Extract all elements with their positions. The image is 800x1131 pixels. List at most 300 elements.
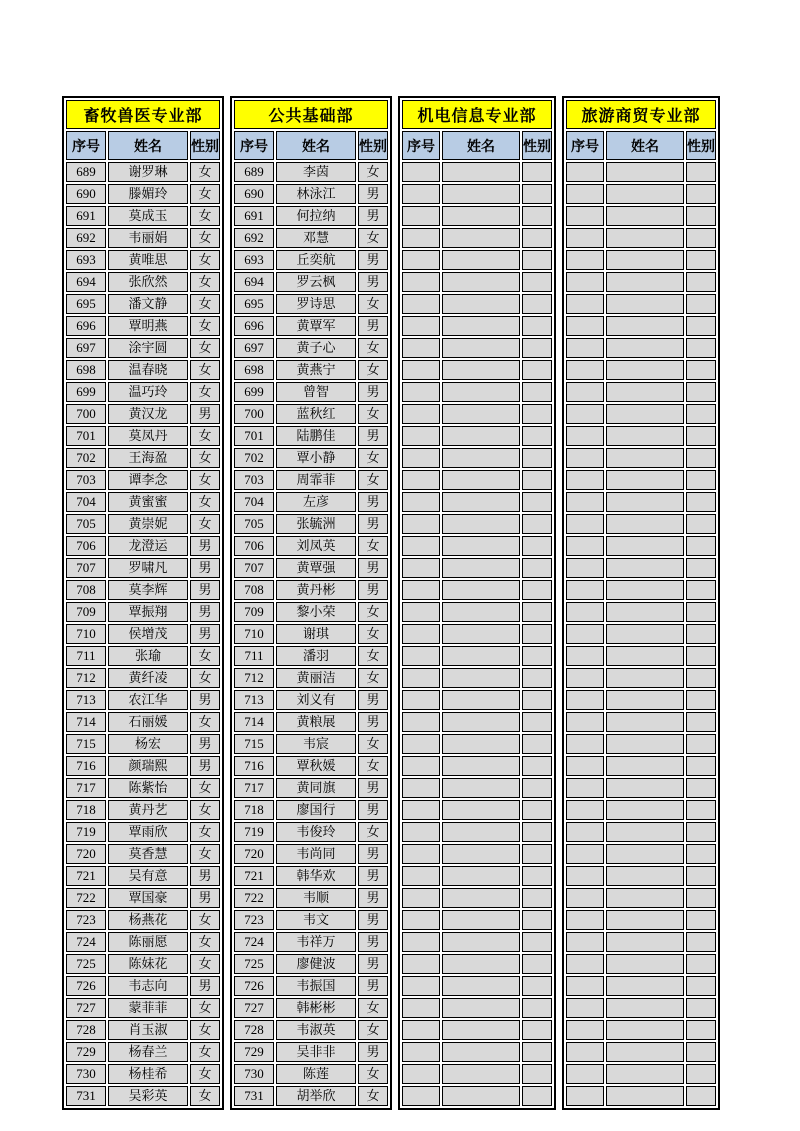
empty-gender-cell [686, 602, 716, 622]
name-cell: 黄崇妮 [108, 514, 188, 534]
empty-gender-cell [522, 1064, 552, 1084]
empty-serial-cell [402, 954, 440, 974]
serial-cell: 708 [66, 580, 106, 600]
table-row [402, 404, 552, 424]
table-row [234, 602, 388, 622]
empty-gender-cell [522, 1086, 552, 1106]
empty-serial-cell [566, 668, 604, 688]
empty-gender-cell [686, 668, 716, 688]
dept-table-head [566, 100, 716, 160]
table-row [402, 184, 552, 204]
empty-gender-cell [686, 976, 716, 996]
dept-title-row [66, 100, 220, 129]
serial-cell: 708 [234, 580, 274, 600]
table-row [66, 668, 220, 688]
empty-serial-cell [402, 1064, 440, 1084]
column-header-row [66, 131, 220, 160]
serial-cell: 696 [66, 316, 106, 336]
table-row [566, 1086, 716, 1106]
table-row [234, 756, 388, 776]
table-row [234, 668, 388, 688]
serial-cell: 699 [66, 382, 106, 402]
serial-cell: 689 [234, 162, 274, 182]
table-row [566, 932, 716, 952]
empty-name-cell [606, 1020, 684, 1040]
table-row [66, 822, 220, 842]
gender-cell: 女 [190, 470, 220, 490]
table-row [566, 712, 716, 732]
empty-serial-cell [566, 756, 604, 776]
empty-name-cell [442, 558, 520, 578]
empty-name-cell [606, 1064, 684, 1084]
gender-cell: 女 [190, 360, 220, 380]
empty-serial-cell [402, 492, 440, 512]
table-row [402, 602, 552, 622]
gender-cell: 女 [358, 998, 388, 1018]
table-row [566, 272, 716, 292]
col-header-gender: 性别 [686, 131, 716, 160]
gender-cell: 女 [190, 800, 220, 820]
serial-cell: 717 [234, 778, 274, 798]
serial-cell: 706 [66, 536, 106, 556]
gender-cell: 女 [358, 228, 388, 248]
table-row [66, 426, 220, 446]
table-row [66, 206, 220, 226]
gender-cell: 男 [358, 1042, 388, 1062]
gender-cell: 男 [358, 690, 388, 710]
empty-name-cell [442, 888, 520, 908]
gender-cell: 女 [190, 1086, 220, 1106]
empty-gender-cell [522, 514, 552, 534]
table-row [234, 646, 388, 666]
table-row [66, 162, 220, 182]
empty-gender-cell [522, 338, 552, 358]
empty-gender-cell [686, 712, 716, 732]
empty-serial-cell [402, 976, 440, 996]
table-row [234, 822, 388, 842]
empty-serial-cell [402, 470, 440, 490]
table-row [402, 1064, 552, 1084]
gender-cell: 男 [358, 712, 388, 732]
empty-serial-cell [566, 690, 604, 710]
empty-gender-cell [522, 822, 552, 842]
name-cell: 陈丽愿 [108, 932, 188, 952]
empty-name-cell [442, 1086, 520, 1106]
gender-cell: 男 [358, 976, 388, 996]
empty-serial-cell [402, 778, 440, 798]
gender-cell: 男 [358, 250, 388, 270]
table-row [234, 1086, 388, 1106]
empty-serial-cell [566, 800, 604, 820]
name-cell: 黄唯思 [108, 250, 188, 270]
empty-name-cell [442, 1020, 520, 1040]
serial-cell: 712 [66, 668, 106, 688]
name-cell: 廖健波 [276, 954, 356, 974]
name-cell: 胡举欣 [276, 1086, 356, 1106]
table-row [234, 954, 388, 974]
empty-name-cell [606, 822, 684, 842]
name-cell: 黄同旗 [276, 778, 356, 798]
name-cell: 张毓洲 [276, 514, 356, 534]
gender-cell: 男 [190, 690, 220, 710]
empty-name-cell [606, 624, 684, 644]
table-row [234, 316, 388, 336]
empty-gender-cell [522, 580, 552, 600]
empty-gender-cell [686, 470, 716, 490]
table-row [566, 888, 716, 908]
gender-cell: 女 [190, 910, 220, 930]
empty-gender-cell [686, 646, 716, 666]
table-row [566, 1064, 716, 1084]
empty-name-cell [442, 250, 520, 270]
serial-cell: 716 [66, 756, 106, 776]
table-row [234, 184, 388, 204]
name-cell: 莫凤丹 [108, 426, 188, 446]
table-row [566, 206, 716, 226]
dept-table-head [66, 100, 220, 160]
gender-cell: 女 [190, 162, 220, 182]
empty-name-cell [442, 206, 520, 226]
dept-table-head [234, 100, 388, 160]
table-row [234, 1042, 388, 1062]
name-cell: 黄粮展 [276, 712, 356, 732]
gender-cell: 男 [190, 602, 220, 622]
name-cell: 韦尚同 [276, 844, 356, 864]
table-row [234, 360, 388, 380]
gender-cell: 女 [190, 448, 220, 468]
empty-name-cell [606, 954, 684, 974]
table-row [234, 998, 388, 1018]
table-row [66, 844, 220, 864]
serial-cell: 727 [234, 998, 274, 1018]
table-row [234, 734, 388, 754]
table-row [234, 910, 388, 930]
name-cell: 韩华欢 [276, 866, 356, 886]
empty-name-cell [442, 998, 520, 1018]
empty-name-cell [442, 800, 520, 820]
empty-gender-cell [686, 338, 716, 358]
name-cell: 涂宇圆 [108, 338, 188, 358]
table-row [402, 1086, 552, 1106]
gender-cell: 女 [190, 646, 220, 666]
gender-cell: 女 [190, 998, 220, 1018]
name-cell: 吴非非 [276, 1042, 356, 1062]
table-row [66, 580, 220, 600]
name-cell: 陆鹏佳 [276, 426, 356, 446]
column-header-row [402, 131, 552, 160]
table-row [234, 250, 388, 270]
empty-name-cell [442, 426, 520, 446]
serial-cell: 696 [234, 316, 274, 336]
name-cell: 韦祥万 [276, 932, 356, 952]
empty-gender-cell [686, 448, 716, 468]
table-row [566, 448, 716, 468]
empty-name-cell [442, 668, 520, 688]
name-cell: 黄蜜蜜 [108, 492, 188, 512]
table-row [566, 778, 716, 798]
gender-cell: 男 [358, 206, 388, 226]
gender-cell: 女 [190, 382, 220, 402]
empty-serial-cell [566, 602, 604, 622]
empty-serial-cell [566, 404, 604, 424]
table-row [566, 536, 716, 556]
empty-name-cell [606, 492, 684, 512]
gender-cell: 男 [358, 382, 388, 402]
gender-cell: 女 [190, 492, 220, 512]
empty-gender-cell [522, 536, 552, 556]
empty-serial-cell [402, 756, 440, 776]
empty-serial-cell [566, 778, 604, 798]
table-row [402, 998, 552, 1018]
gender-cell: 男 [190, 580, 220, 600]
serial-cell: 712 [234, 668, 274, 688]
table-row [234, 976, 388, 996]
empty-serial-cell [566, 844, 604, 864]
gender-cell: 男 [190, 404, 220, 424]
col-header-no: 序号 [234, 131, 274, 160]
empty-name-cell [606, 448, 684, 468]
table-row [566, 976, 716, 996]
name-cell: 丘奕航 [276, 250, 356, 270]
empty-serial-cell [566, 294, 604, 314]
empty-name-cell [606, 998, 684, 1018]
table-row [234, 382, 388, 402]
empty-name-cell [606, 1086, 684, 1106]
empty-gender-cell [686, 866, 716, 886]
empty-gender-cell [522, 932, 552, 952]
table-row [402, 734, 552, 754]
serial-cell: 707 [234, 558, 274, 578]
table-row [66, 866, 220, 886]
name-cell: 侯增茂 [108, 624, 188, 644]
table-row [566, 1020, 716, 1040]
gender-cell: 女 [190, 954, 220, 974]
serial-cell: 717 [66, 778, 106, 798]
table-row [402, 382, 552, 402]
table-row [66, 514, 220, 534]
table-row [566, 514, 716, 534]
gender-cell: 女 [358, 404, 388, 424]
serial-cell: 728 [234, 1020, 274, 1040]
serial-cell: 694 [234, 272, 274, 292]
col-header-no: 序号 [566, 131, 604, 160]
empty-serial-cell [566, 536, 604, 556]
empty-gender-cell [686, 580, 716, 600]
empty-gender-cell [686, 822, 716, 842]
table-row [66, 184, 220, 204]
table-row [66, 294, 220, 314]
empty-name-cell [442, 1064, 520, 1084]
name-cell: 周霏菲 [276, 470, 356, 490]
serial-cell: 700 [66, 404, 106, 424]
col-header-no: 序号 [402, 131, 440, 160]
empty-name-cell [606, 338, 684, 358]
serial-cell: 709 [234, 602, 274, 622]
serial-cell: 714 [66, 712, 106, 732]
table-row [234, 492, 388, 512]
empty-gender-cell [686, 756, 716, 776]
table-row [402, 1042, 552, 1062]
name-cell: 黄丹艺 [108, 800, 188, 820]
table-row [566, 756, 716, 776]
empty-serial-cell [566, 932, 604, 952]
empty-gender-cell [686, 800, 716, 820]
table-row [66, 338, 220, 358]
serial-cell: 710 [234, 624, 274, 644]
dept-table [230, 96, 392, 1110]
table-row [66, 690, 220, 710]
table-row [402, 426, 552, 446]
empty-serial-cell [402, 690, 440, 710]
col-header-name: 姓名 [442, 131, 520, 160]
gender-cell: 女 [358, 1086, 388, 1106]
empty-name-cell [442, 360, 520, 380]
name-cell: 蓝秋红 [276, 404, 356, 424]
table-row [402, 228, 552, 248]
serial-cell: 731 [66, 1086, 106, 1106]
empty-gender-cell [686, 1042, 716, 1062]
dept-table [562, 96, 720, 1110]
empty-serial-cell [402, 206, 440, 226]
empty-name-cell [442, 338, 520, 358]
gender-cell: 女 [358, 470, 388, 490]
table-row [566, 250, 716, 270]
serial-cell: 727 [66, 998, 106, 1018]
table-row [234, 932, 388, 952]
name-cell: 蒙菲菲 [108, 998, 188, 1018]
col-header-no: 序号 [66, 131, 106, 160]
gender-cell: 男 [358, 778, 388, 798]
gender-cell: 女 [358, 294, 388, 314]
gender-cell: 女 [358, 668, 388, 688]
table-row [566, 404, 716, 424]
table-row [402, 580, 552, 600]
empty-serial-cell [566, 910, 604, 930]
serial-cell: 699 [234, 382, 274, 402]
name-cell: 黄丽洁 [276, 668, 356, 688]
table-row [402, 536, 552, 556]
serial-cell: 722 [66, 888, 106, 908]
empty-serial-cell [402, 360, 440, 380]
empty-gender-cell [522, 624, 552, 644]
table-row [402, 294, 552, 314]
empty-name-cell [442, 866, 520, 886]
table-row [234, 888, 388, 908]
col-header-name: 姓名 [108, 131, 188, 160]
table-row [566, 360, 716, 380]
name-cell: 谭李念 [108, 470, 188, 490]
serial-cell: 724 [66, 932, 106, 952]
table-row [566, 844, 716, 864]
dept-title: 机电信息专业部 [402, 100, 552, 129]
empty-gender-cell [686, 734, 716, 754]
dept-title: 公共基础部 [234, 100, 388, 129]
empty-name-cell [442, 184, 520, 204]
empty-gender-cell [522, 602, 552, 622]
serial-cell: 706 [234, 536, 274, 556]
table-row [566, 382, 716, 402]
serial-cell: 689 [66, 162, 106, 182]
gender-cell: 女 [190, 712, 220, 732]
empty-serial-cell [566, 624, 604, 644]
empty-serial-cell [402, 294, 440, 314]
table-row [566, 162, 716, 182]
name-cell: 莫成玉 [108, 206, 188, 226]
serial-cell: 720 [66, 844, 106, 864]
empty-serial-cell [402, 580, 440, 600]
table-row [402, 844, 552, 864]
dept-table [398, 96, 556, 1110]
table-row [66, 910, 220, 930]
name-cell: 黄覃军 [276, 316, 356, 336]
serial-cell: 695 [234, 294, 274, 314]
table-row [402, 492, 552, 512]
name-cell: 刘义有 [276, 690, 356, 710]
gender-cell: 女 [358, 646, 388, 666]
table-row [402, 822, 552, 842]
empty-serial-cell [402, 536, 440, 556]
empty-gender-cell [686, 162, 716, 182]
name-cell: 肖玉淑 [108, 1020, 188, 1040]
empty-gender-cell [686, 844, 716, 864]
serial-cell: 723 [66, 910, 106, 930]
empty-serial-cell [566, 470, 604, 490]
gender-cell: 男 [190, 888, 220, 908]
table-row [566, 734, 716, 754]
name-cell: 农江华 [108, 690, 188, 710]
empty-serial-cell [402, 800, 440, 820]
table-row [566, 580, 716, 600]
empty-name-cell [442, 382, 520, 402]
serial-cell: 709 [66, 602, 106, 622]
gender-cell: 女 [190, 272, 220, 292]
serial-cell: 697 [234, 338, 274, 358]
empty-name-cell [606, 536, 684, 556]
empty-name-cell [606, 646, 684, 666]
table-row [566, 646, 716, 666]
empty-gender-cell [686, 624, 716, 644]
empty-serial-cell [566, 316, 604, 336]
empty-name-cell [606, 580, 684, 600]
empty-gender-cell [522, 976, 552, 996]
table-row [566, 866, 716, 886]
table-row [402, 316, 552, 336]
empty-gender-cell [522, 668, 552, 688]
table-row [402, 1020, 552, 1040]
empty-name-cell [606, 778, 684, 798]
empty-name-cell [442, 756, 520, 776]
table-row [566, 1042, 716, 1062]
name-cell: 滕媚玲 [108, 184, 188, 204]
empty-name-cell [442, 228, 520, 248]
empty-serial-cell [402, 822, 440, 842]
empty-name-cell [606, 558, 684, 578]
table-row [66, 404, 220, 424]
gender-cell: 男 [358, 866, 388, 886]
serial-cell: 726 [66, 976, 106, 996]
serial-cell: 705 [66, 514, 106, 534]
name-cell: 韦文 [276, 910, 356, 930]
gender-cell: 女 [190, 668, 220, 688]
empty-serial-cell [402, 382, 440, 402]
empty-gender-cell [522, 778, 552, 798]
table-row [66, 1064, 220, 1084]
table-row [234, 800, 388, 820]
empty-gender-cell [686, 228, 716, 248]
gender-cell: 女 [190, 822, 220, 842]
empty-serial-cell [402, 162, 440, 182]
empty-gender-cell [686, 998, 716, 1018]
